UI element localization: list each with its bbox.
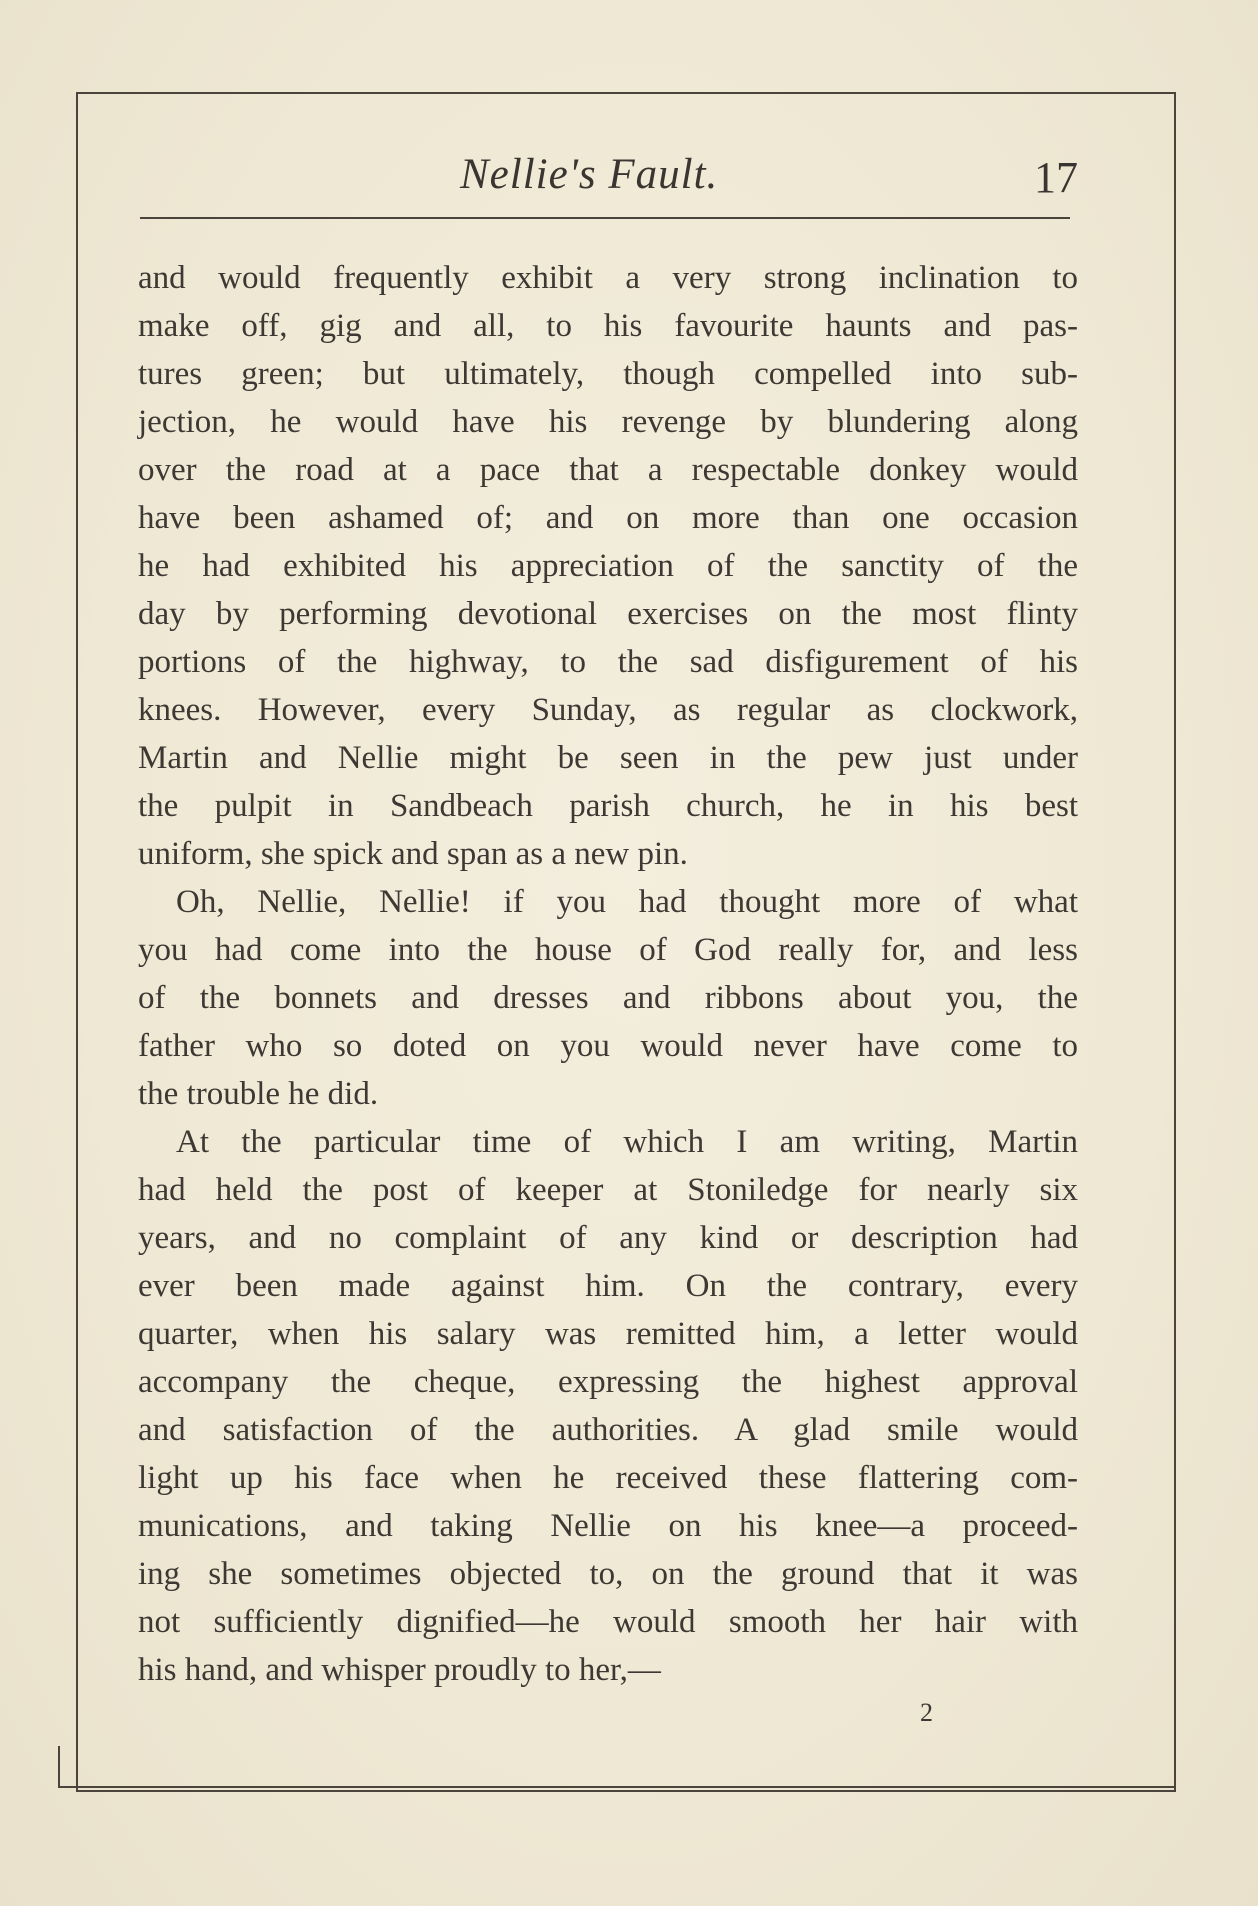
text-line: knees. However, every Sunday, as regular as clockwork, <box>138 692 1078 728</box>
text-line: make off, gig and all, to his favourite haunts and pas- <box>138 308 1078 344</box>
text-line: munications, and taking Nellie on his knee—a proceed- <box>138 1508 1078 1544</box>
page-number: 17 <box>1034 153 1078 202</box>
text-line: he had exhibited his appreciation of the sanctity of the <box>138 548 1078 584</box>
text-line: jection, he would have his revenge by blundering along <box>138 404 1078 440</box>
text-line: uniform, she spick and span as a new pin. <box>138 836 688 872</box>
text-line: tures green; but ultimately, though compelled into sub- <box>138 356 1078 392</box>
text-line: accompany the cheque, expressing the highest approval <box>138 1364 1078 1400</box>
head-rule <box>140 217 1070 219</box>
text-line: over the road at a pace that a respectable donkey would <box>138 452 1078 488</box>
text-line: the pulpit in Sandbeach parish church, he in his best <box>138 788 1078 824</box>
text-line: quarter, when his salary was remitted him, a letter would <box>138 1316 1078 1352</box>
text-line: the trouble he did. <box>138 1076 379 1112</box>
text-line: his hand, and whisper proudly to her,— <box>138 1652 661 1688</box>
text-line: light up his face when he received these flattering com- <box>138 1460 1078 1496</box>
text-line: Martin and Nellie might be seen in the pew just under <box>138 740 1078 776</box>
text-line: ever been made against him. On the contrary, every <box>138 1268 1078 1304</box>
body-text <box>138 254 1078 1694</box>
frame-bottom-rule <box>58 1786 1176 1788</box>
text-line: At the particular time of which I am writing, Martin <box>176 1124 1078 1160</box>
text-line: had held the post of keeper at Stoniledge for nearly six <box>138 1172 1078 1208</box>
text-line: Oh, Nellie, Nellie! if you had thought more of what <box>176 884 1078 920</box>
text-line: day by performing devotional exercises on the most flinty <box>138 596 1078 632</box>
frame-left-tick <box>58 1746 60 1788</box>
text-line: of the bonnets and dresses and ribbons about you, the <box>138 980 1078 1016</box>
text-line: you had come into the house of God really for, and less <box>138 932 1078 968</box>
text-line: have been ashamed of; and on more than one occasion <box>138 500 1078 536</box>
signature-mark: 2 <box>920 1698 933 1727</box>
text-line: not sufficiently dignified—he would smooth her hair with <box>138 1604 1078 1640</box>
text-line: and would frequently exhibit a very strong inclination to <box>138 260 1078 296</box>
text-line: years, and no complaint of any kind or description had <box>138 1220 1078 1256</box>
running-head-title: Nellie's Fault. <box>460 151 719 198</box>
text-line: portions of the highway, to the sad disfigurement of his <box>138 644 1078 680</box>
text-line: father who so doted on you would never have come to <box>138 1028 1078 1064</box>
text-line: and satisfaction of the authorities. A glad smile would <box>138 1412 1078 1448</box>
running-head <box>140 142 1080 212</box>
text-line: ing she sometimes objected to, on the ground that it was <box>138 1556 1078 1592</box>
